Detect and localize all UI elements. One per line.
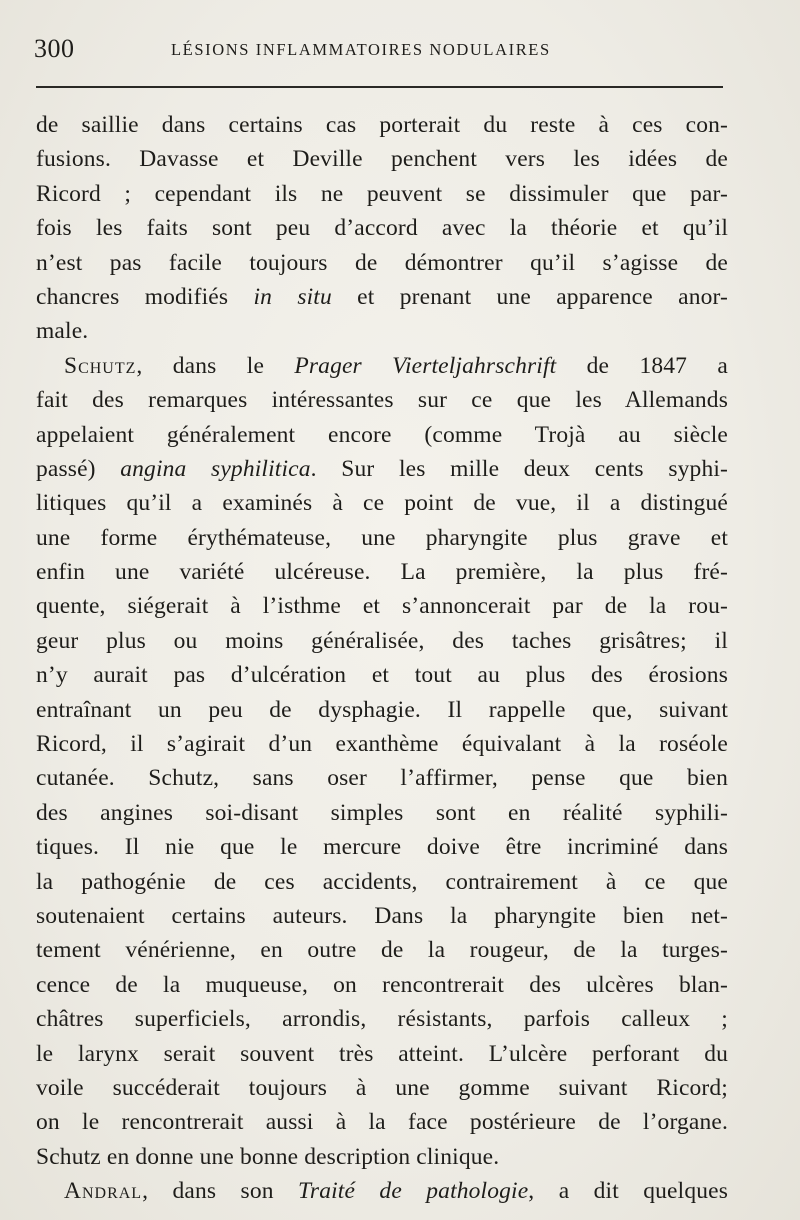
text-line: de saillie dans certains cas porterait du reste à ces con- [36,112,728,138]
page-header [34,34,734,68]
text-line: Ricord, il s’agirait d’un exanthème équivalant à la roséole [36,731,728,758]
text-line: passé) angina syphilitica. Sur les mille deux cents syphi- [36,455,728,482]
text-line: quente, siégerait à l’isthme et s’annoncerait par de la rou- [36,593,728,620]
italic-phrase: angina syphilitica [120,455,311,482]
text-line: cutanée. Schutz, sans oser l’affirmer, pense que bien [36,765,728,792]
text-line: entraînant un peu de dysphagie. Il rappelle que, suivant [36,696,728,723]
text-line: soutenaient certains auteurs. Dans la pharyngite bien net- [36,902,728,929]
paragraph-start-line: Andral, dans son Traité de pathologie, a dit quelques [64,1178,728,1205]
text-line: tiques. Il nie que le mercure doive être incriminé dans [36,834,728,861]
italic-phrase: in situ [253,283,332,310]
page-number: 300 [34,34,75,63]
text-line: male. [36,318,89,345]
text-line: chancres modifiés in situ et prenant une apparence anor- [36,283,728,310]
running-head: LÉSIONS INFLAMMATOIRES NODULAIRES [171,40,551,59]
author-name: Andral [64,1178,143,1205]
text-line: fait des remarques intéressantes sur ce que les Allemands [36,387,728,414]
text-line: fois les faits sont peu d’accord avec la théorie et qu’il [36,215,728,242]
text-line: des angines soi-disant simples sont en réalité syphili- [36,799,728,826]
text-line: cence de la muqueuse, on rencontrerait des ulcères blan- [36,971,728,998]
text-line: fusions. Davasse et Deville penchent vers les idées de [36,146,728,173]
text-line: Ricord ; cependant ils ne peuvent se dissimuler que par- [36,180,728,207]
text-line: n’y aurait pas d’ulcération et tout au plus des érosions [36,662,728,689]
text-line: appelaient généralement encore (comme Trojà au siècle [36,421,728,448]
text-line: Schutz en donne une bonne description clinique. [36,1143,500,1170]
journal-title: Prager Vierteljahrschrift [294,352,557,379]
text-line: une forme érythémateuse, une pharyngite plus grave et [36,524,728,551]
paragraph-start-line: Schutz, dans le Prager Vierteljahrschrift de 1847 a [64,352,728,379]
header-rule [36,86,723,88]
text-line: la pathogénie de ces accidents, contrairement à ce que [36,868,728,895]
text-line: enfin une variété ulcéreuse. La première, la plus fré- [36,559,728,586]
text-line: châtres superficiels, arrondis, résistants, parfois calleux ; [36,1006,728,1033]
text-line: on le rencontrerait aussi à la face postérieure de l’organe. [36,1109,728,1136]
text-line: litiques qu’il a examinés à ce point de vue, il a distingué [36,490,728,517]
text-line: tement vénérienne, en outre de la rougeur, de la turges- [36,937,728,964]
body-text [36,108,728,1209]
book-title: Traité de pathologie [298,1178,529,1205]
text-line: n’est pas facile toujours de démontrer qu’il s’agisse de [36,249,728,276]
text-line: geur plus ou moins généralisée, des taches grisâtres; il [36,627,728,654]
text-line: voile succéderait toujours à une gomme suivant Ricord; [36,1074,728,1101]
text-line: le larynx serait souvent très atteint. L’ulcère perforant du [36,1040,728,1067]
author-name: Schutz [64,352,137,379]
